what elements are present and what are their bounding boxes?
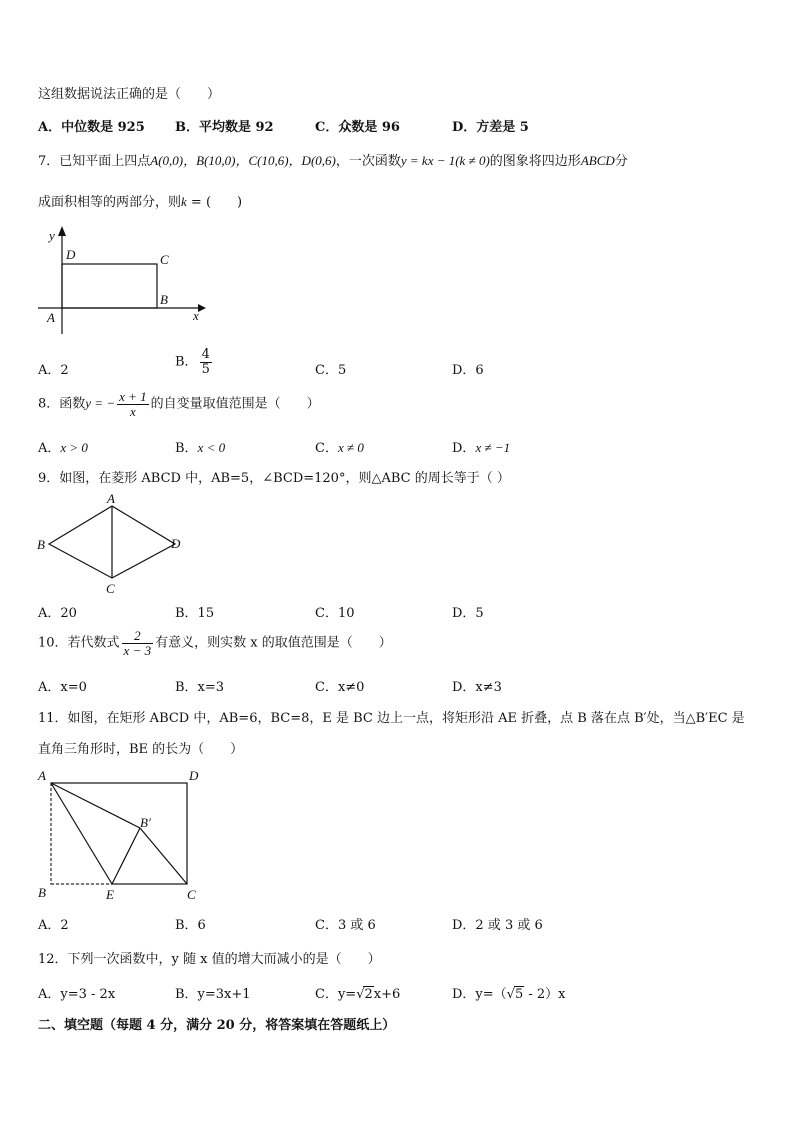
q10-option-c[interactable]: C．x≠0: [315, 680, 365, 695]
q6-option-b[interactable]: B．平均数是 92: [175, 120, 274, 135]
q12-options: [38, 983, 758, 1001]
q9-label-a: A: [107, 491, 115, 506]
q11-label-d: D: [189, 768, 199, 783]
q9-option-d[interactable]: D．5: [452, 606, 484, 621]
q11-label-c: C: [187, 887, 196, 902]
q10-option-b[interactable]: B．x=3: [175, 680, 225, 695]
q12-option-c[interactable]: C．y=√2x+6: [315, 987, 401, 1002]
q11-label-b: B: [38, 885, 46, 900]
q7-stem-line1: 7．已知平面上四点A(0,0)，B(10,0)，C(10,6)，D(0,6)，一次函数y = kx − 1(k ≠ 0)的图象将四边形ABCD分: [38, 153, 628, 169]
q11-option-c[interactable]: C．3 或 6: [315, 918, 376, 933]
q9-label-d: D: [171, 536, 181, 551]
q12-stem: 12．下列一次函数中，y 随 x 值的增大而减小的是（ ）: [38, 952, 381, 967]
q7-option-a[interactable]: A．2: [38, 363, 69, 378]
q11-option-a[interactable]: A．2: [38, 918, 69, 933]
q9-option-b[interactable]: B．15: [175, 606, 215, 621]
q7-label-y: y: [49, 228, 55, 243]
q11-options: [38, 914, 758, 932]
q9-option-a[interactable]: A．20: [38, 606, 77, 621]
q9-label-b: B: [37, 537, 45, 552]
q11-stem-line1: 11．如图，在矩形 ABCD 中，AB=6，BC=8，E 是 BC 边上一点，将矩形沿 AE 折叠，点 B 落在点 B′处，当△B′EC 是: [38, 711, 745, 726]
q6-option-d[interactable]: D．方差是 5: [452, 120, 529, 135]
q7-options: [38, 347, 758, 383]
q11-figure: [36, 766, 206, 906]
q10-options: [38, 676, 758, 694]
q10-stem: 10．若代数式 $\frac{2}{x - 3}$ 有意义，则实数 x 的取值范围是（ ）: [38, 628, 392, 658]
q7-option-c[interactable]: C．5: [315, 363, 347, 378]
q9-options: [38, 602, 758, 620]
q11-label-b-prime: B′: [140, 815, 151, 830]
q8-option-b[interactable]: B．x < 0: [175, 440, 226, 456]
q11-label-e: E: [106, 887, 114, 902]
q12-option-b[interactable]: B．y=3x+1: [175, 987, 251, 1002]
q12-option-a[interactable]: A．y=3 - 2x: [38, 987, 116, 1002]
q11-option-d[interactable]: D．2 或 3 或 6: [452, 918, 543, 933]
q8-option-c[interactable]: C．x ≠ 0: [315, 440, 364, 456]
q7-points: A(0,0)，B(10,0)，C(10,6)，D(0,6): [150, 153, 336, 168]
q9-option-c[interactable]: C．10: [315, 606, 355, 621]
q7-label-d: D: [66, 247, 76, 262]
q9-label-c: C: [106, 581, 115, 596]
q9-stem: 9．如图，在菱形 ABCD 中，AB=5，∠BCD=120°，则△ABC 的周长等于（ ）: [38, 471, 510, 486]
q7-function: y = kx − 1(k ≠ 0): [400, 153, 490, 168]
q6-options: [38, 116, 758, 134]
q7-option-d[interactable]: D．6: [452, 363, 484, 378]
q6-option-a[interactable]: A．中位数是 925: [38, 120, 145, 135]
q7-label-a: A: [47, 310, 55, 325]
q7-label-c: C: [160, 252, 169, 267]
q7-option-b[interactable]: B． $\frac{4}{5}$: [175, 347, 210, 377]
q8-option-a[interactable]: A．x > 0: [38, 440, 88, 456]
q6-option-c[interactable]: C．众数是 96: [315, 120, 400, 135]
q6-tail-text: 这组数据说法正确的是（ ）: [38, 87, 221, 102]
q11-stem-line2: 直角三角形时，BE 的长为（ ）: [38, 742, 244, 757]
q8-option-d[interactable]: D．x ≠ −1: [452, 440, 511, 456]
q10-option-a[interactable]: A．x=0: [38, 680, 87, 695]
q12-option-d[interactable]: D．y=（√5 - 2）x: [452, 987, 566, 1002]
section-2-heading: 二、填空题（每题 4 分，满分 20 分，将答案填在答题纸上）: [38, 1018, 396, 1033]
q7-label-b: B: [160, 292, 168, 307]
q8-options: [38, 437, 758, 455]
q8-stem: 8．函数y = − $\frac{x + 1}{x}$ 的自变量取值范围是（ ）: [38, 389, 320, 419]
q7-figure: [36, 226, 211, 336]
q7-label-x: x: [193, 308, 199, 323]
q7-stem-line2: 成面积相等的两部分，则k = ( ): [38, 194, 243, 210]
q9-figure: [36, 490, 186, 598]
q11-label-a: A: [38, 768, 46, 783]
q11-option-b[interactable]: B．6: [175, 918, 206, 933]
q10-option-d[interactable]: D．x≠3: [452, 680, 502, 695]
